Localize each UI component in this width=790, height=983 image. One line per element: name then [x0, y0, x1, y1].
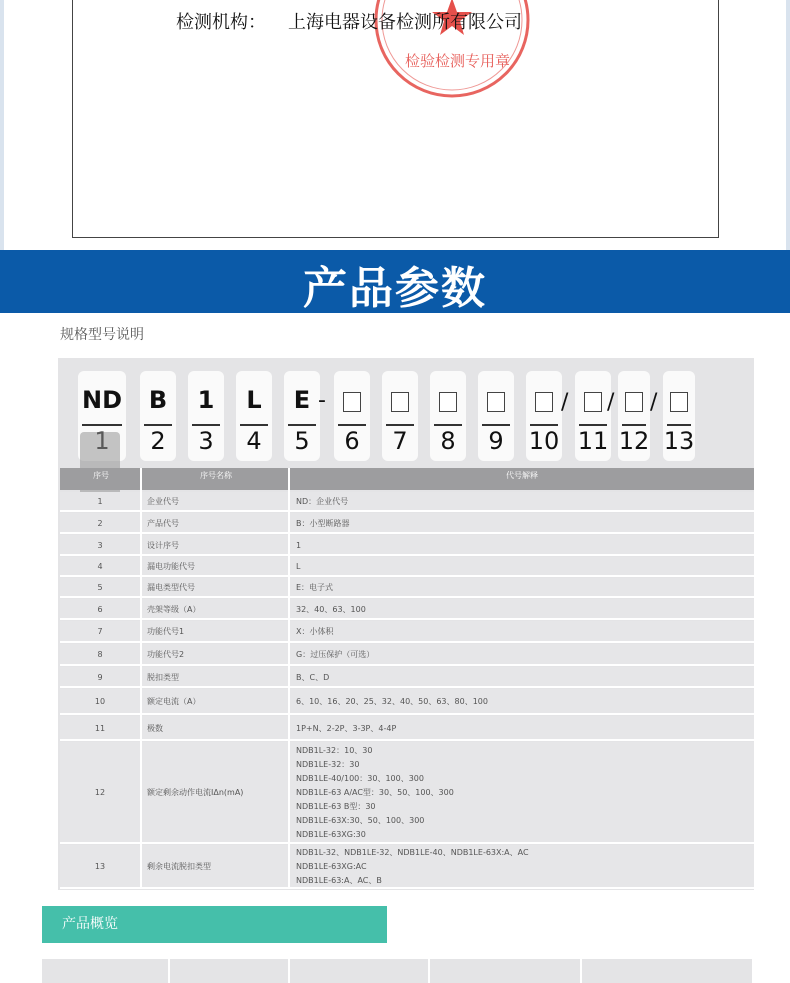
cell-desc: B、C、D: [296, 672, 330, 682]
code-underline: [82, 424, 122, 426]
code-letter: B: [148, 386, 168, 414]
code-underline: [338, 424, 366, 426]
cell-desc: NDB1LE-63:A、AC、B: [296, 876, 382, 885]
cell-name: 产品代号: [147, 518, 179, 528]
code-underline: [667, 424, 691, 426]
code-underline: [482, 424, 510, 426]
code-underline: [144, 424, 172, 426]
code-position-number: 11: [577, 427, 609, 455]
cell-no: 7: [97, 627, 103, 636]
cell-name: 剩余电流脱扣类型: [147, 862, 211, 871]
code-letter: 1: [197, 386, 215, 414]
cell-no: 13: [94, 862, 106, 871]
cell-no: 12: [94, 788, 106, 797]
code-underline: [288, 424, 316, 426]
placeholder-box: [487, 392, 505, 412]
cell-desc: NDB1L-32：10、30: [296, 746, 373, 755]
code-underline: [386, 424, 414, 426]
cell-no: 3: [97, 540, 103, 550]
placeholder-box: [584, 392, 602, 412]
cell-desc: NDB1LE-32：30: [296, 760, 360, 769]
cell-desc: 1: [296, 540, 302, 550]
testing-agency-line: [176, 8, 522, 34]
cell-name: 功能代号1: [147, 627, 185, 636]
cell-no: 11: [94, 723, 106, 733]
code-separator: /: [607, 390, 615, 415]
code-position-number: 13: [663, 427, 695, 455]
cell-name: 壳架等级（A）: [147, 604, 201, 614]
cell-desc: NDB1LE-63X:30、50、100、300: [296, 816, 425, 825]
code-letter: L: [246, 386, 262, 414]
cell-name: 漏电功能代号: [147, 562, 195, 571]
code-underline: [434, 424, 462, 426]
code-position-number: 4: [246, 427, 262, 455]
cell-desc: 32、40、63、100: [296, 604, 366, 614]
code-underline: [530, 424, 558, 426]
cell-desc: ND：企业代号: [296, 497, 349, 506]
code-position-number: 6: [344, 427, 360, 455]
cell-desc: B：小型断路器: [296, 518, 350, 528]
code-position-number: 2: [150, 427, 166, 455]
code-position-number: 7: [392, 427, 408, 455]
cell-desc: 1P+N、2-2P、3-3P、4-4P: [296, 723, 397, 733]
cell-name: 额定剩余动作电流IΔn(mA): [147, 788, 244, 797]
cell-desc: L: [296, 562, 301, 571]
header-name: 序号名称: [200, 471, 232, 480]
cell-no: 2: [97, 518, 103, 528]
code-position-number: 3: [198, 427, 214, 455]
seal-text: 检验检测专用章: [405, 52, 511, 70]
cell-desc: X：小体积: [296, 627, 334, 636]
page-edge-left: [0, 0, 4, 250]
table-row: [60, 716, 754, 741]
cell-desc: NDB1LE-63XG:AC: [296, 862, 367, 871]
cell-name: 设计序号: [147, 540, 179, 550]
overview-table-header: [42, 959, 752, 983]
code-underline: [192, 424, 220, 426]
code-letter: ND: [81, 386, 122, 414]
code-position-number: 12: [618, 427, 650, 455]
code-position-number: 9: [488, 427, 504, 455]
cell-name: 极数: [147, 723, 163, 733]
cell-desc: 6、10、16、20、25、32、40、50、63、80、100: [296, 697, 488, 706]
code-underline: [622, 424, 646, 426]
code-letter: E: [293, 386, 311, 414]
code-position-number: 10: [528, 427, 560, 455]
cell-desc: NDB1LE-63 B型：30: [296, 802, 376, 811]
header-no: 序号: [93, 471, 109, 480]
cell-desc: NDB1LE-63XG:30: [296, 830, 366, 839]
placeholder-box: [670, 392, 688, 412]
spec-section-title: 规格型号说明: [60, 327, 144, 343]
cell-no: 9: [97, 672, 103, 682]
cell-name: 功能代号2: [147, 650, 185, 659]
column-divider: [288, 959, 290, 983]
column-divider: [140, 468, 142, 888]
testing-agency-name: 上海电器设备检测所有限公司: [288, 12, 522, 33]
header-desc: 代号解释: [506, 471, 538, 480]
code-position-number: 5: [294, 427, 310, 455]
code-underline: [579, 424, 607, 426]
placeholder-box: [391, 392, 409, 412]
cell-name: 额定电流（A）: [147, 697, 201, 706]
cell-no: 6: [97, 604, 103, 614]
testing-agency-label: 检测机构：: [176, 12, 266, 33]
column-divider: [580, 959, 582, 983]
code-position-number: 8: [440, 427, 456, 455]
cell-desc: E：电子式: [296, 583, 334, 592]
code-separator: /: [561, 390, 569, 415]
page-edge-right: [786, 0, 790, 250]
overview-title: 产品概览: [62, 916, 118, 932]
code-separator: -: [318, 388, 326, 413]
cell-no: 8: [97, 650, 103, 659]
placeholder-box: [625, 392, 643, 412]
cell-name: 漏电类型代号: [147, 583, 195, 592]
banner-title: 产品参数: [303, 263, 487, 314]
cell-name: 脱扣类型: [147, 672, 179, 682]
cell-no: 10: [94, 697, 106, 706]
placeholder-box: [535, 392, 553, 412]
code-underline: [240, 424, 268, 426]
cell-desc: NDB1LE-40/100：30、100、300: [296, 774, 424, 783]
cell-no: 4: [97, 562, 103, 571]
placeholder-box: [343, 392, 361, 412]
cell-no: 1: [97, 497, 103, 506]
column-divider: [168, 959, 170, 983]
code-separator: /: [650, 390, 658, 415]
cell-desc: NDB1L-32、NDB1LE-32、NDB1LE-40、NDB1LE-63X:A、AC: [296, 848, 529, 857]
column-divider: [288, 468, 290, 888]
placeholder-box: [439, 392, 457, 412]
cell-desc: NDB1LE-63 A/AC型：30、50、100、300: [296, 788, 454, 797]
certificate-section: [0, 0, 790, 250]
cell-no: 5: [97, 583, 103, 592]
cell-desc: G：过压保护（可选）: [296, 650, 375, 659]
column-divider: [428, 959, 430, 983]
cell-name: 企业代号: [147, 497, 179, 506]
